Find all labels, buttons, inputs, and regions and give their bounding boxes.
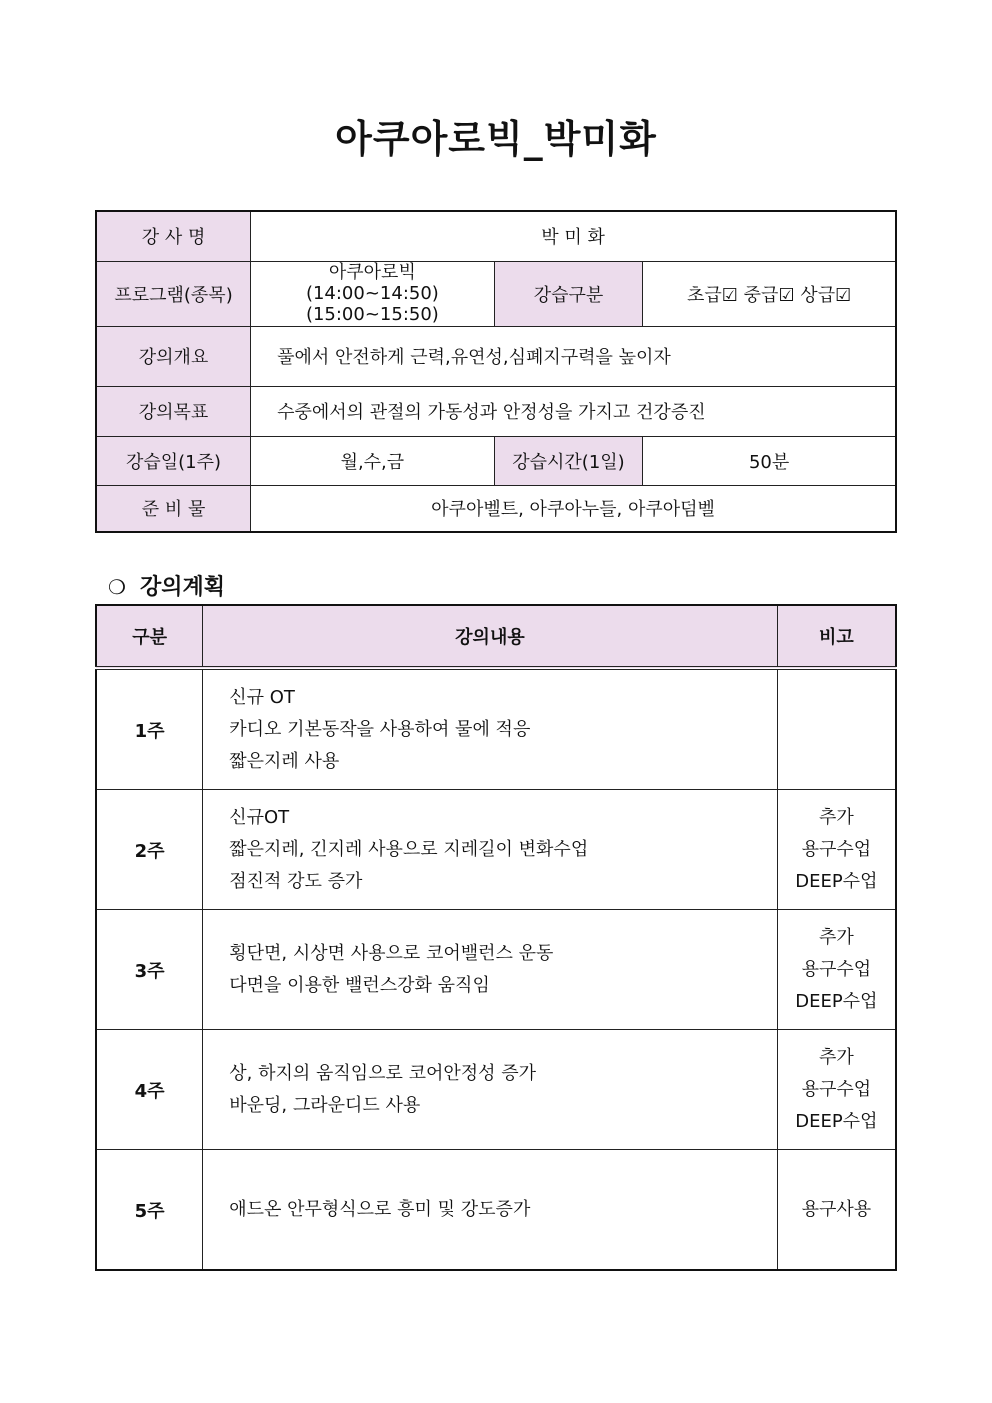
note-line: 용구수업 xyxy=(801,1078,872,1100)
note-line: DEEP수업 xyxy=(795,990,878,1012)
content-line: 신규OT xyxy=(229,806,290,828)
program-name: 아쿠아로빅 xyxy=(328,262,416,283)
week-cell: 5주 xyxy=(96,1150,203,1271)
table-row xyxy=(96,790,896,910)
note-line: 용구수업 xyxy=(801,838,872,860)
content-cell xyxy=(203,668,777,790)
note-line: DEEP수업 xyxy=(795,870,878,892)
program-value xyxy=(251,261,495,326)
plan-table xyxy=(95,604,897,1271)
content-line: 상, 하지의 움직임으로 코어안정성 증가 xyxy=(229,1062,537,1084)
duration-label: 강습시간(1일) xyxy=(494,436,643,485)
table-row xyxy=(96,1150,896,1271)
table-row xyxy=(96,668,896,790)
week-cell: 3주 xyxy=(96,910,203,1030)
note-cell xyxy=(777,1030,896,1150)
content-line: 카디오 기본동작을 사용하여 물에 적응 xyxy=(229,718,531,740)
program-time-2: (15:00~15:50) xyxy=(305,304,439,325)
week-cell: 2주 xyxy=(96,790,203,910)
level-label: 강습구분 xyxy=(494,261,643,326)
circle-bullet-icon: ❍ xyxy=(108,575,126,599)
instructor-value: 박 미 화 xyxy=(251,211,896,261)
section-heading xyxy=(108,570,225,601)
level-value: 초급☑ 중급☑ 상급☑ xyxy=(643,261,896,326)
note-line: 용구사용 xyxy=(801,1198,872,1220)
table-row xyxy=(96,1030,896,1150)
content-line: 짧은지레, 긴지레 사용으로 지레길이 변화수업 xyxy=(229,838,589,860)
note-cell xyxy=(777,668,896,790)
content-line: 애드온 안무형식으로 흥미 및 강도증가 xyxy=(229,1198,531,1220)
header-content: 강의내용 xyxy=(203,605,777,668)
note-cell xyxy=(777,790,896,910)
days-label: 강습일(1주) xyxy=(96,436,251,485)
note-line: 추가 xyxy=(818,926,854,948)
content-cell xyxy=(203,790,777,910)
header-note: 비고 xyxy=(777,605,896,668)
note-line: 용구수업 xyxy=(801,958,872,980)
content-line: 다면을 이용한 밸런스강화 움직임 xyxy=(229,974,490,996)
program-time-1: (14:00~14:50) xyxy=(305,283,439,304)
note-line: 추가 xyxy=(818,806,854,828)
page-title: 아쿠아로빅_박미화 xyxy=(335,117,657,161)
week-cell: 4주 xyxy=(96,1030,203,1150)
content-line: 횡단면, 시상면 사용으로 코어밸런스 운동 xyxy=(229,942,554,964)
week-cell: 1주 xyxy=(96,668,203,790)
duration-value: 50분 xyxy=(643,436,896,485)
overview-label: 강의개요 xyxy=(96,326,251,386)
goal-value: 수중에서의 관절의 가동성과 안정성을 가지고 건강증진 xyxy=(251,386,896,436)
content-cell xyxy=(203,910,777,1030)
supplies-label: 준 비 물 xyxy=(96,485,251,532)
content-line: 짧은지레 사용 xyxy=(229,750,340,772)
content-line: 신규 OT xyxy=(229,686,295,708)
days-value: 월,수,금 xyxy=(251,436,495,485)
content-cell xyxy=(203,1030,777,1150)
supplies-value: 아쿠아벨트, 아쿠아누들, 아쿠아덤벨 xyxy=(251,485,896,532)
note-line: 추가 xyxy=(818,1046,854,1068)
header-week: 구분 xyxy=(96,605,203,668)
goal-label: 강의목표 xyxy=(96,386,251,436)
info-table xyxy=(95,210,897,533)
content-cell xyxy=(203,1150,777,1271)
instructor-label: 강 사 명 xyxy=(96,211,251,261)
section-title: 강의계획 xyxy=(139,575,225,600)
content-line: 바운딩, 그라운디드 사용 xyxy=(229,1094,421,1116)
table-row xyxy=(96,910,896,1030)
overview-value: 풀에서 안전하게 근력,유연성,심폐지구력을 높이자 xyxy=(251,326,896,386)
note-line: DEEP수업 xyxy=(795,1110,878,1132)
program-label: 프로그램(종목) xyxy=(96,261,251,326)
note-cell xyxy=(777,1150,896,1271)
content-line: 점진적 강도 증가 xyxy=(229,870,363,892)
note-cell xyxy=(777,910,896,1030)
